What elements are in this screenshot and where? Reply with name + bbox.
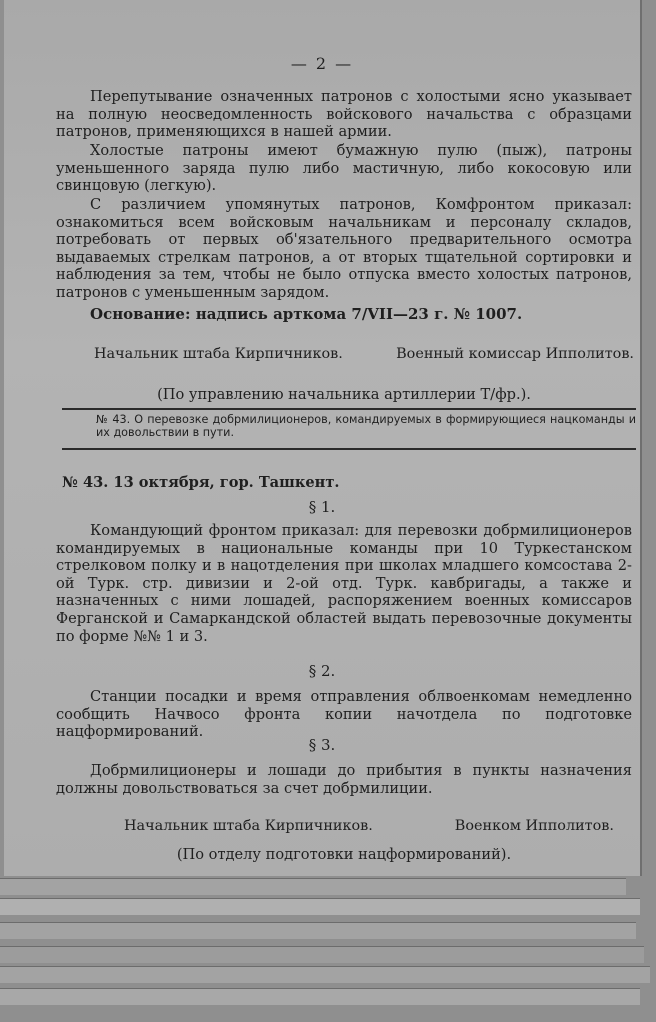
page-edge: [0, 966, 650, 983]
page-edge: [0, 898, 640, 915]
basis-line: Основание: надпись арткома 7/VII—23 г. № 1007.: [90, 305, 523, 323]
signature-row-1: [94, 346, 634, 362]
page-edge: [0, 922, 636, 939]
page-edge: [0, 878, 626, 895]
paragraph-3: С различием упомянутых патронов, Комфронтом приказал: ознакомиться всем войсковым начальникам и персоналу складов, потребовать от первых об'язательного предварительного осмотра выдаваемых стрелкам патронов, а от вторых тщательной сортировки и наблюдения за тем, чтобы не было отпуска вместо холостых патронов, патронов с уменьшенным зарядом.: [56, 196, 632, 301]
page-edge: [0, 946, 644, 963]
divider-top: [62, 408, 636, 410]
signature-row-2: [124, 818, 614, 834]
section-1-mark: § 1.: [308, 498, 336, 516]
department-note-2: (По отделу подготовки нацформирований).: [176, 846, 512, 863]
section-1-text: Командующий фронтом приказал: для перевозки добрмилиционеров командируемых в национальные команды при 10 Туркестанском стрелковом полку и в нацотделения при школах младшего комсостава 2-ой Турк. стр. дивизии и 2-ой отд. Турк. кавбригады, а также и назначенных с ними лошадей, распоряжением военных комиссаров Ферганской и Самаркандской областей выдать перевозочные документы по форме №№ 1 и 3.: [56, 522, 632, 645]
paragraph-2: Холостые патроны имеют бумажную пулю (пыж), патроны уменьшенного заряда пулю либо мастичную, либо кокосовую или свинцовую (легкую).: [56, 142, 632, 195]
divider-bottom: [62, 448, 636, 450]
order-date-line: № 43. 13 октября, гор. Ташкент.: [62, 474, 340, 491]
page-edge: [0, 988, 640, 1005]
section-3-mark: § 3.: [308, 736, 336, 754]
commissar-signature: Военный комиссар Ипполитов.: [396, 346, 634, 362]
voenkom-signature: Военком Ипполитов.: [454, 818, 614, 834]
paragraph-1: Перепутывание означенных патронов с холостыми ясно указывает на полную неосведомленность войскового начальства с образцами патронов, применяющихся в нашей армии.: [56, 88, 632, 141]
order-heading: № 43. О перевозке добрмилиционеров, командируемых в формирующиеся нацкоманды и их довольствии в пути.: [96, 413, 636, 439]
chief-of-staff-signature: Начальник штаба Кирпичников.: [94, 346, 343, 362]
page-number: — 2 —: [290, 54, 354, 73]
department-note-1: (По управлению начальника артиллерии Т/фр.).: [157, 386, 531, 403]
section-2-mark: § 2.: [308, 662, 336, 680]
section-3-text: Добрмилиционеры и лошади до прибытия в пункты назначения должны довольствоваться за счет добрмилиции.: [56, 762, 632, 797]
section-2-text: Станции посадки и время отправления облвоенкомам немедленно сообщить Начвосо фронта копии начотдела по подготовке нацформирований.: [56, 688, 632, 741]
document-page: [4, 0, 640, 876]
chief-of-staff-signature-2: Начальник штаба Кирпичников.: [124, 818, 373, 834]
